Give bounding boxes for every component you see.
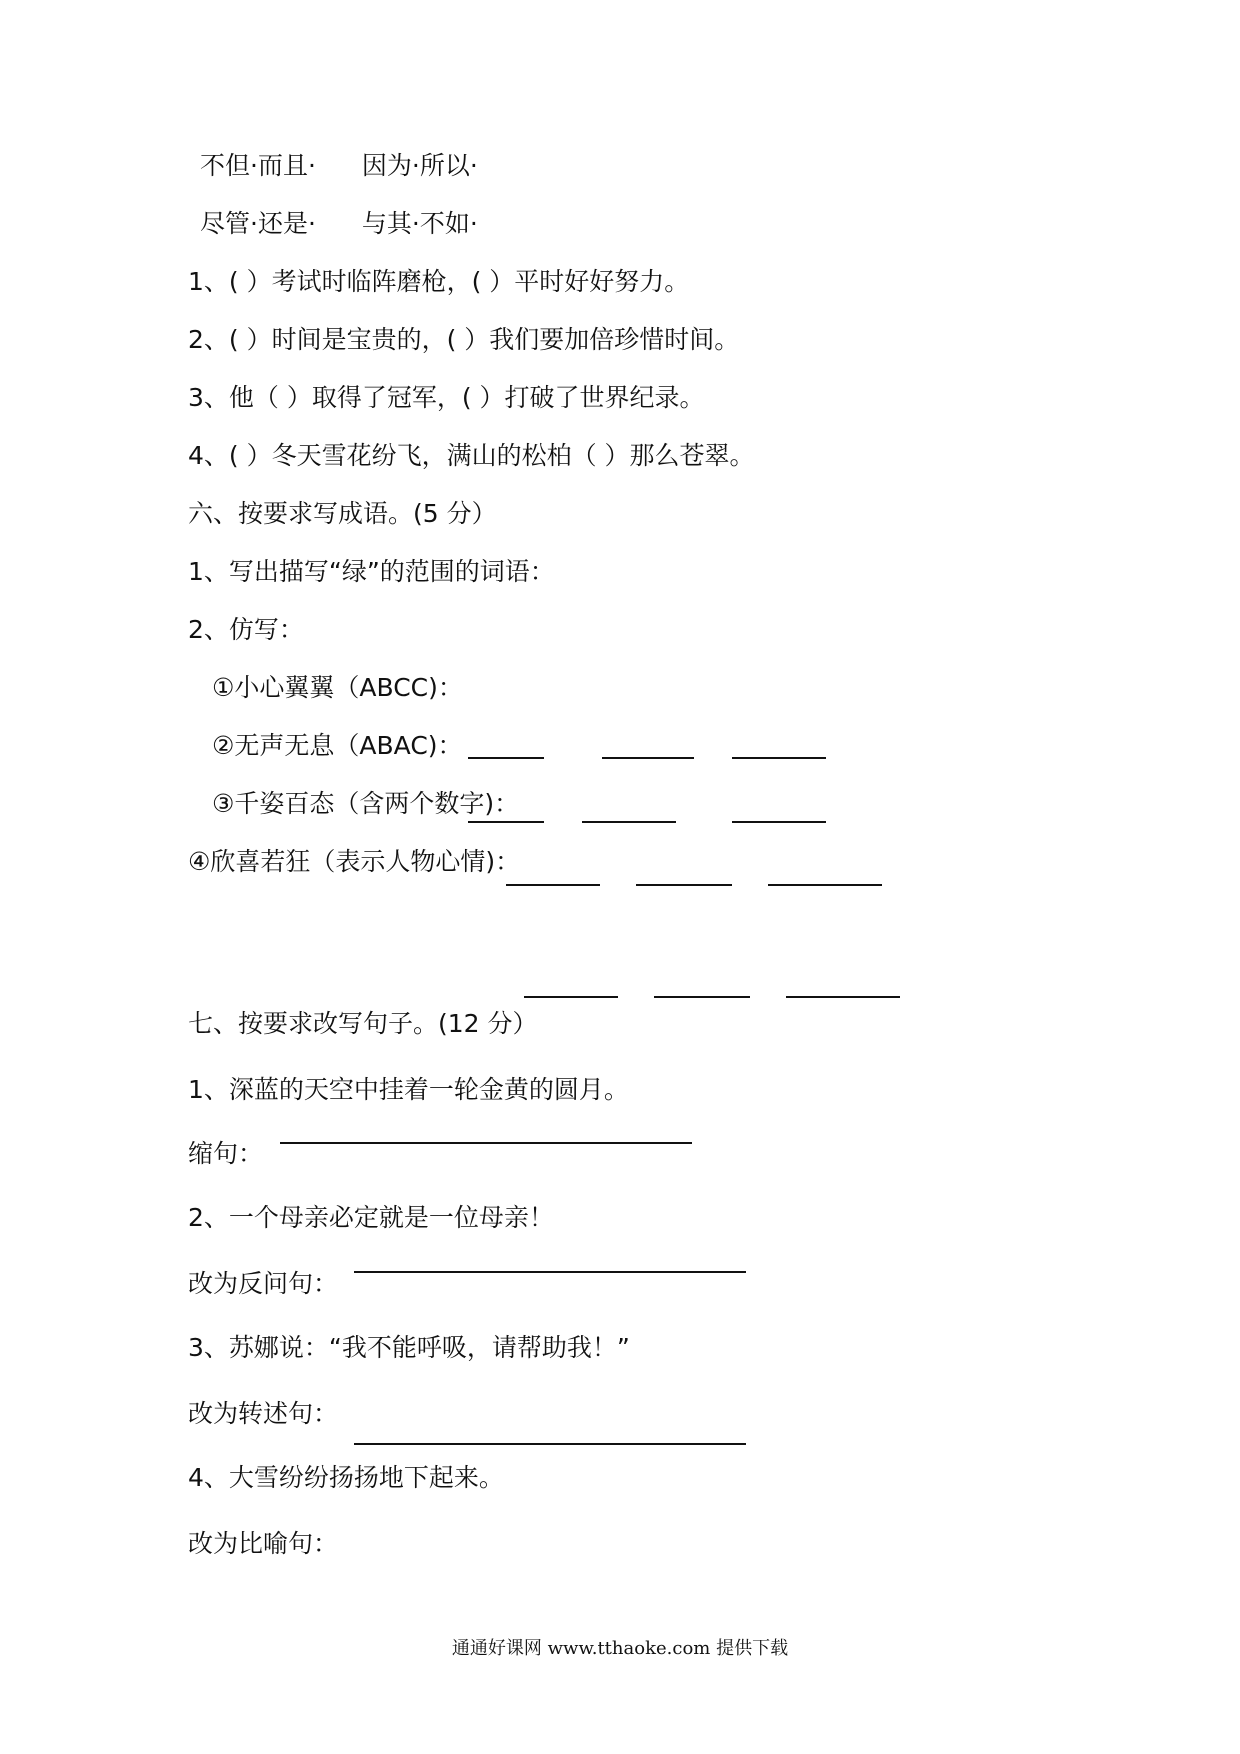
question-item: 2、( ）时间是宝贵的，( ）我们要加倍珍惜时间。 [188, 325, 740, 354]
answer-blank[interactable] [786, 996, 900, 998]
connective-row-2 [200, 208, 478, 240]
answer-blank[interactable] [768, 884, 882, 886]
question-item: 3、他（ ）取得了冠军，( ）打破了世界纪录。 [188, 383, 705, 412]
rewrite-prompt: 改为反问句： [188, 1269, 339, 1298]
question-item: 1、( ）考试时临阵磨枪，( ）平时好好努力。 [188, 267, 690, 296]
sub-question: ③千姿百态（含两个数字)： [212, 789, 520, 818]
answer-blank[interactable] [280, 1142, 692, 1144]
page-footer: 通通好课网 www.tthaoke.com 提供下载 [451, 1638, 789, 1659]
question-item: 2、仿写： [188, 615, 304, 644]
answer-blank[interactable] [468, 821, 544, 823]
rewrite-prompt: 改为转述句： [188, 1399, 339, 1428]
question-item: 3、苏娜说：“我不能呼吸，请帮助我！” [188, 1333, 630, 1362]
answer-blank[interactable] [732, 757, 826, 759]
section-title: 六、按要求写成语。(5 分） [188, 499, 497, 528]
connective-word: 与其·不如· [361, 209, 478, 238]
answer-blank[interactable] [732, 821, 826, 823]
answer-blank[interactable] [506, 884, 600, 886]
question-item: 1、写出描写“绿”的范围的词语： [188, 557, 555, 586]
sub-question: ④欣喜若狂（表示人物心情)： [188, 847, 521, 876]
connective-word: 因为·所以· [361, 151, 478, 180]
question-item: 1、深蓝的天空中挂着一轮金黄的圆月。 [188, 1075, 629, 1104]
question-item: 4、( ）冬天雪花纷飞，满山的松柏（ ）那么苍翠。 [188, 441, 755, 470]
answer-blank[interactable] [354, 1443, 746, 1445]
sub-question: ①小心翼翼（ABCC)： [212, 673, 463, 702]
rewrite-prompt: 改为比喻句： [188, 1529, 339, 1558]
answer-blank[interactable] [602, 757, 694, 759]
rewrite-prompt: 缩句： [188, 1139, 264, 1168]
question-item: 4、大雪纷纷扬扬地下起来。 [188, 1463, 504, 1492]
connective-word: 不但·而且· [200, 151, 316, 180]
answer-blank[interactable] [654, 996, 750, 998]
answer-blank[interactable] [582, 821, 676, 823]
answer-blank[interactable] [524, 996, 618, 998]
answer-blank[interactable] [636, 884, 732, 886]
answer-blank[interactable] [468, 757, 544, 759]
connective-row-1 [200, 150, 478, 182]
section-title: 七、按要求改写句子。(12 分） [188, 1009, 538, 1038]
sub-question: ②无声无息（ABAC)： [212, 731, 463, 760]
connective-word: 尽管·还是· [200, 209, 316, 238]
answer-blank[interactable] [354, 1271, 746, 1273]
question-item: 2、一个母亲必定就是一位母亲！ [188, 1203, 554, 1232]
